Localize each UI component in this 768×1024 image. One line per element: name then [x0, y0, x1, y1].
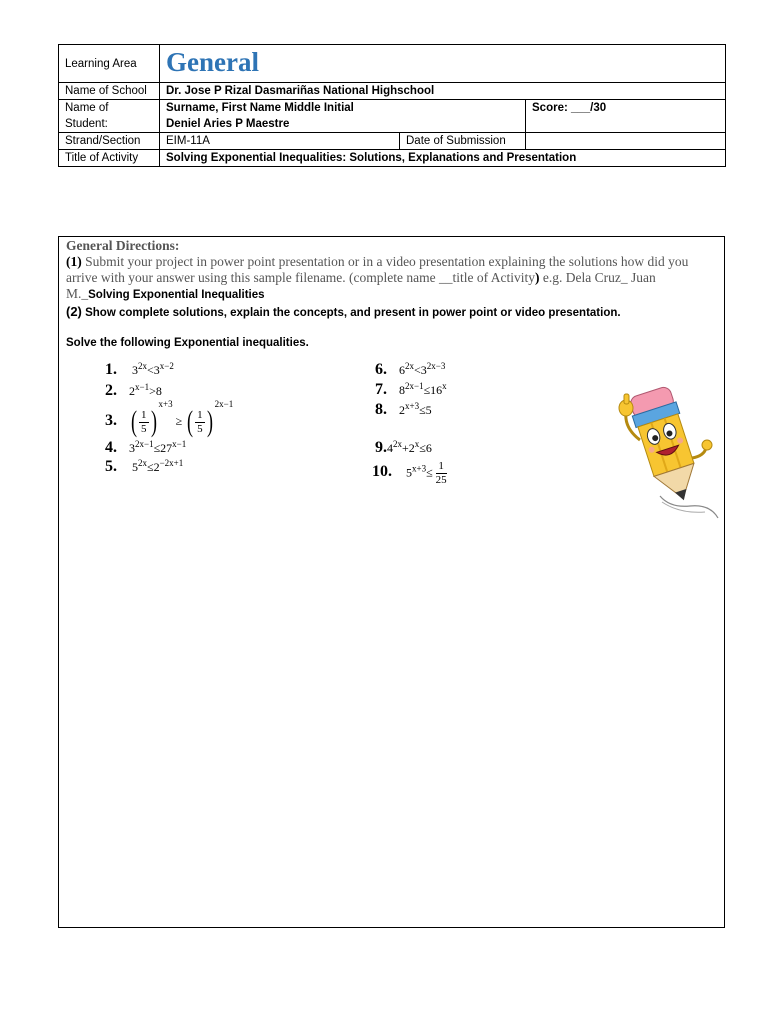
exponent: x+3 — [405, 401, 420, 411]
direction-1-number: (1) — [66, 254, 82, 269]
direction-1-close: ) — [535, 270, 540, 285]
learning-area-label: Learning Area — [59, 45, 160, 83]
operator: ≤ — [419, 403, 426, 417]
base: 2 — [129, 384, 135, 398]
numerator: 1 — [197, 408, 203, 421]
problem-number: 8. — [375, 401, 387, 418]
student-cell — [160, 100, 526, 133]
student-value: Deniel Aries P Maestre — [166, 118, 290, 130]
base: 3 — [132, 363, 138, 377]
operator: > — [149, 384, 156, 398]
numerator: 1 — [141, 408, 147, 421]
info-table — [58, 44, 726, 167]
learning-area-value: General — [166, 47, 259, 77]
school-value: Dr. Jose P Rizal Dasmariñas National Highschool — [160, 83, 726, 100]
exponent: 2x — [138, 458, 147, 468]
problem-5 — [105, 458, 183, 476]
right-paren: ) — [150, 405, 157, 439]
problem-4 — [105, 439, 186, 457]
date-label: Date of Submission — [400, 133, 526, 150]
operator: ≤ — [147, 460, 154, 474]
direction-1-example-bold: Solving Exponential Inequalities — [88, 289, 265, 301]
operator: ≥ — [175, 414, 183, 428]
activity-label: Title of Activity — [59, 150, 160, 167]
exponent: x — [414, 439, 420, 449]
exponent: 2x−1 — [405, 381, 424, 391]
problem-8 — [375, 401, 432, 419]
activity-value: Solving Exponential Inequalities: Solutions, Explanations and Presentation — [160, 150, 726, 167]
operator: ≤ — [153, 441, 161, 455]
exponent: x−1 — [172, 439, 187, 449]
exponent: x+3 — [412, 463, 427, 474]
exponent: 2x−3 — [426, 361, 446, 371]
exponent: 2x — [393, 439, 402, 449]
denominator: 5 — [197, 422, 203, 435]
problem-number: 10. — [372, 463, 392, 481]
base: 5 — [132, 460, 138, 474]
base: 3 — [153, 363, 160, 377]
problem-2 — [105, 382, 162, 400]
problem-number: 6. — [375, 361, 387, 378]
operator: ≤ — [423, 383, 431, 397]
base: 5 — [406, 465, 412, 480]
base: 8 — [399, 383, 405, 397]
pencil-mascot-icon — [600, 378, 720, 528]
base: 4 — [387, 441, 393, 455]
numerator: 1 — [436, 460, 447, 474]
direction-2-number: (2) — [66, 304, 82, 319]
school-label: Name of School — [59, 83, 160, 100]
direction-2 — [66, 304, 621, 319]
operator: ≤ — [419, 441, 426, 455]
student-format: Surname, First Name Middle Initial — [166, 102, 354, 114]
exponent: 2x — [138, 361, 147, 371]
directions-title: General Directions: — [66, 238, 180, 253]
fraction — [139, 409, 149, 436]
rhs: 5 — [425, 403, 432, 417]
problem-number: 1. — [105, 361, 117, 378]
exponent: x+3 — [158, 399, 173, 409]
direction-1 — [66, 254, 716, 303]
problem-number: 9. — [375, 439, 387, 456]
solve-instruction: Solve the following Exponential inequalities. — [66, 337, 309, 349]
problem-number: 5. — [105, 458, 117, 475]
base: 2 — [153, 460, 160, 474]
exponent: x−2 — [159, 361, 174, 371]
problem-3 — [105, 399, 233, 439]
base: 6 — [399, 363, 405, 377]
direction-2-text: Show complete solutions, explain the concepts, and present in power point or video presentation. — [85, 307, 621, 319]
base: 2 — [408, 441, 415, 455]
base: 16 — [430, 383, 443, 397]
strand-label: Strand/Section — [59, 133, 160, 150]
exponent: 2x−1 — [214, 399, 234, 409]
exponent: 2x — [405, 361, 414, 371]
direction-1-example: e.g. Dela Cruz_ Juan M._ — [66, 270, 656, 301]
plus: + — [402, 441, 409, 455]
fraction — [195, 409, 205, 436]
rhs: 8 — [155, 384, 162, 398]
student-label: Name of Student: — [59, 100, 160, 133]
fraction — [436, 460, 447, 487]
operator: ≤ — [426, 465, 433, 480]
denominator: 5 — [141, 422, 147, 435]
problem-1 — [105, 361, 174, 379]
exponent: −2x+1 — [159, 458, 184, 468]
direction-1-text: Submit your project in power point presentation or in a video presentation explaining the solutions how did you arrive with your answer using this sample filename. (complete name __title of Activity — [66, 254, 689, 285]
base: 2 — [399, 403, 405, 417]
base: 27 — [160, 441, 173, 455]
operator: < — [147, 363, 154, 377]
base: 3 — [420, 363, 427, 377]
problem-7 — [375, 381, 447, 399]
problem-6 — [375, 361, 445, 379]
right-paren: ) — [206, 405, 213, 439]
exponent: 2x−1 — [135, 439, 154, 449]
left-paren: ( — [131, 405, 137, 439]
problem-10 — [372, 460, 447, 487]
operator: < — [414, 363, 421, 377]
problem-number: 3. — [105, 412, 117, 429]
strand-value: EIM-11A — [160, 133, 400, 150]
exponent: x — [442, 381, 447, 391]
denominator: 25 — [435, 474, 447, 486]
problem-number: 7. — [375, 381, 387, 398]
left-paren: ( — [187, 405, 194, 439]
directions-box — [58, 236, 725, 928]
rhs: 6 — [425, 441, 432, 455]
problem-9 — [375, 439, 432, 457]
date-value — [526, 133, 726, 150]
base: 3 — [129, 441, 135, 455]
score-label: Score: ___/30 — [526, 100, 726, 133]
exponent: x−1 — [135, 382, 150, 392]
problem-number: 2. — [105, 382, 117, 399]
problem-number: 4. — [105, 439, 117, 456]
